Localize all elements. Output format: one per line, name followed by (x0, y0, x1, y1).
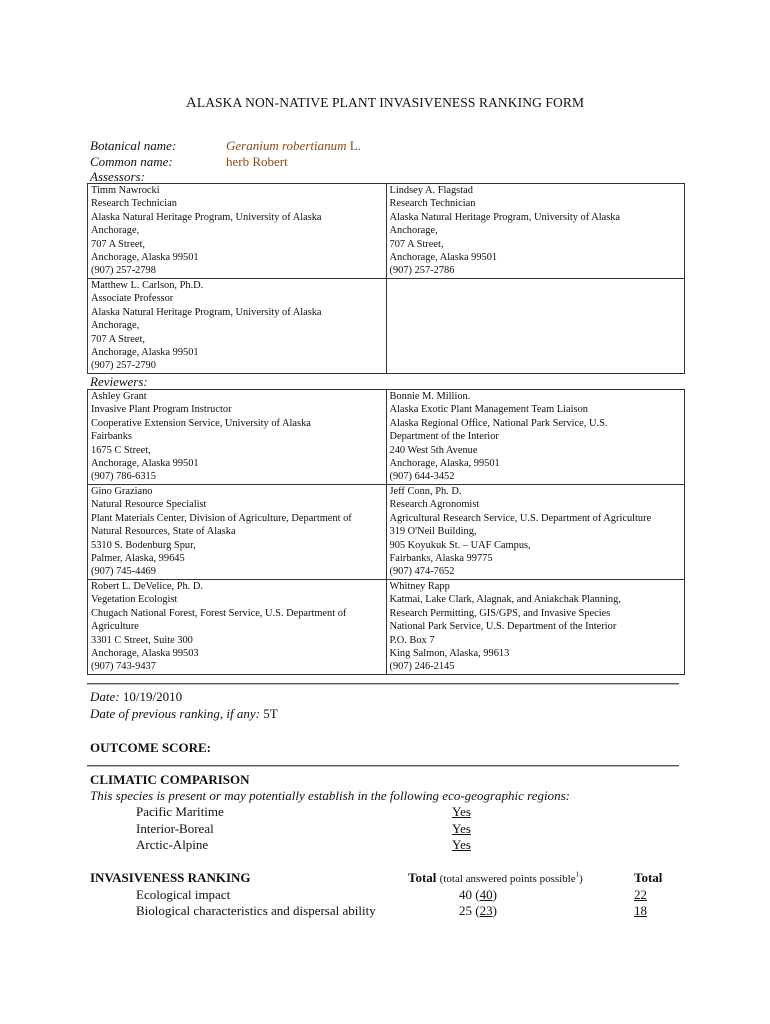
region-value: Yes (452, 837, 471, 852)
person-detail-line: Anchorage, Alaska 99501 (91, 252, 199, 264)
reviewer-cell (88, 390, 387, 485)
divider-rule (87, 683, 679, 685)
person-detail-line: (907) 474-7652 (389, 566, 455, 578)
person-detail-line: Alaska Natural Heritage Program, University of Alaska (91, 211, 322, 223)
person-detail-line: (907) 745-4469 (91, 566, 156, 578)
person-detail-line: Research Agronomist (389, 499, 480, 511)
person-detail-line: Agricultural Research Service, U.S. Department of Agriculture (389, 512, 652, 524)
person-detail-line: Plant Materials Center, Division of Agriculture, Department of (91, 512, 352, 524)
date-line: Date: 10/19/2010 (90, 689, 183, 704)
region-value: Yes (452, 821, 471, 836)
invasiveness-row-total: 18 (634, 903, 647, 918)
outcome-score-heading: OUTCOME SCORE: (90, 740, 211, 755)
person-detail-line: Research Technician (389, 198, 476, 210)
person-name: Timm Nawrocki (91, 185, 160, 196)
person-detail-line: Alaska Exotic Plant Management Team Liaison (389, 404, 588, 416)
person-detail-line: Alaska Regional Office, National Park Service, U.S. (389, 417, 608, 429)
person-detail-line: (907) 246-2145 (389, 661, 455, 673)
person-detail-line: Anchorage, Alaska 99501 (91, 347, 199, 359)
botanical-name-value: Geranium robertianum L. (226, 138, 361, 153)
region-name: Pacific Maritime (136, 804, 224, 819)
person-detail-line: Anchorage, (91, 225, 140, 237)
person-detail-line: (907) 644-3452 (389, 471, 455, 483)
invasiveness-row-points: 40 (40) (459, 887, 497, 902)
invasiveness-row-points: 25 (23) (459, 903, 497, 918)
person-detail-line: (907) 257-2798 (91, 265, 156, 277)
reviewers-table (87, 389, 685, 675)
person-detail-line: Department of the Interior (389, 431, 499, 443)
person-detail-line: Fairbanks (91, 431, 132, 443)
person-detail-line: 240 West 5th Avenue (389, 444, 478, 456)
reviewer-cell (386, 485, 685, 580)
person-detail-line: Chugach National Forest, Forest Service, U.S. Department of (91, 607, 347, 619)
reviewers-label: Reviewers: (90, 374, 148, 389)
person-detail-line: Anchorage, Alaska, 99501 (389, 458, 500, 470)
person-detail-line: King Salmon, Alaska, 99613 (389, 648, 510, 660)
person-name: Gino Graziano (91, 486, 153, 497)
person-name: Robert L. DeVelice, Ph. D. (91, 581, 203, 592)
assessors-label: Assessors: (90, 169, 145, 184)
person-detail-line: Research Permitting, GIS/GPS, and Invasive Species (389, 607, 611, 619)
person-name: Bonnie M. Million. (389, 391, 471, 402)
assessors-table (87, 183, 685, 374)
total-possible-heading: Total (total answered points possible$^1$) (408, 870, 583, 885)
region-name: Interior-Boreal (136, 821, 214, 836)
person-detail-line: Katmai, Lake Clark, Alagnak, and Aniakchak Planning, (389, 594, 621, 606)
person-detail-line: Agriculture (91, 621, 139, 633)
person-detail-line: 707 A Street, (91, 333, 145, 345)
person-detail-line: Cooperative Extension Service, University of Alaska (91, 417, 311, 429)
reviewer-cell (386, 390, 685, 485)
person-detail-line: Alaska Natural Heritage Program, University of Alaska (91, 306, 322, 318)
person-detail-line: Anchorage, Alaska 99503 (91, 648, 199, 660)
person-detail-line: 1675 C Street, (91, 444, 151, 456)
person-detail-line: Research Technician (91, 198, 177, 210)
person-detail-line: (907) 257-2786 (389, 265, 455, 277)
previous-ranking-line: Date of previous ranking, if any: 5T (90, 706, 278, 721)
person-name: Whitney Rapp (389, 581, 450, 592)
person-detail-line: 319 O'Neil Building, (389, 526, 477, 538)
invasiveness-row-name: Ecological impact (136, 887, 231, 902)
person-detail-line: 707 A Street, (389, 238, 444, 250)
person-detail-line: Palmer, Alaska, 99645 (91, 553, 185, 565)
common-name-label: Common name: (90, 154, 173, 169)
common-name-value: herb Robert (226, 154, 288, 169)
invasiveness-row-name: Biological characteristics and dispersal ability (136, 903, 376, 918)
person-detail-line: 5310 S. Bodenburg Spur, (91, 539, 196, 551)
person-detail-line: Anchorage, Alaska 99501 (91, 458, 199, 470)
invasiveness-row-total: 22 (634, 887, 647, 902)
reviewer-cell (386, 580, 685, 675)
assessor-cell (88, 184, 387, 279)
person-detail-line: Fairbanks, Alaska 99775 (389, 553, 493, 565)
person-detail-line: Anchorage, (91, 320, 140, 332)
form-title: ALASKA NON-NATIVE PLANT INVASIVENESS RANKING FORM (185, 95, 585, 111)
person-name: Matthew L. Carlson, Ph.D. (91, 280, 204, 291)
botanical-name-row (90, 138, 361, 154)
assessor-cell (88, 279, 387, 374)
region-value: Yes (452, 804, 471, 819)
region-name: Arctic-Alpine (136, 837, 209, 852)
person-detail-line: (907) 786-6315 (91, 471, 156, 483)
person-detail-line: Natural Resource Specialist (91, 499, 207, 511)
person-detail-line: (907) 743-9437 (91, 661, 156, 673)
person-detail-line: National Park Service, U.S. Department of the Interior (389, 621, 617, 633)
assessor-cell (386, 184, 685, 279)
assessor-cell (386, 279, 685, 374)
footnote-marker: 1 (575, 870, 580, 879)
person-detail-line: Alaska Natural Heritage Program, University of Alaska (389, 211, 621, 223)
person-detail-line: Associate Professor (91, 293, 174, 305)
person-name: Ashley Grant (91, 391, 147, 402)
person-detail-line: Vegetation Ecologist (91, 594, 178, 606)
person-detail-line: Natural Resources, State of Alaska (91, 526, 236, 538)
person-detail-line: Invasive Plant Program Instructor (91, 404, 232, 416)
person-name: Lindsey A. Flagstad (389, 185, 473, 196)
person-detail-line: P.O. Box 7 (389, 634, 435, 646)
person-detail-line: 3301 C Street, Suite 300 (91, 634, 193, 646)
person-detail-line: Anchorage, (389, 225, 438, 237)
climatic-comparison-heading: CLIMATIC COMPARISON (90, 772, 250, 787)
person-detail-line: Anchorage, Alaska 99501 (389, 252, 498, 264)
invasiveness-ranking-heading: INVASIVENESS RANKING (90, 870, 251, 885)
person-detail-line: (907) 257-2790 (91, 360, 156, 372)
reviewer-cell (88, 485, 387, 580)
botanical-name-label: Botanical name: (90, 138, 177, 153)
reviewer-cell (88, 580, 387, 675)
person-detail-line: 905 Koyukuk St. – UAF Campus, (389, 539, 531, 551)
common-name-row (90, 154, 288, 170)
person-name: Jeff Conn, Ph. D. (389, 486, 462, 497)
divider-rule (87, 765, 679, 767)
total-heading: Total (634, 870, 663, 885)
climatic-comparison-subheading: This species is present or may potentially establish in the following eco-geographic regions: (90, 788, 570, 803)
person-detail-line: 707 A Street, (91, 238, 145, 250)
